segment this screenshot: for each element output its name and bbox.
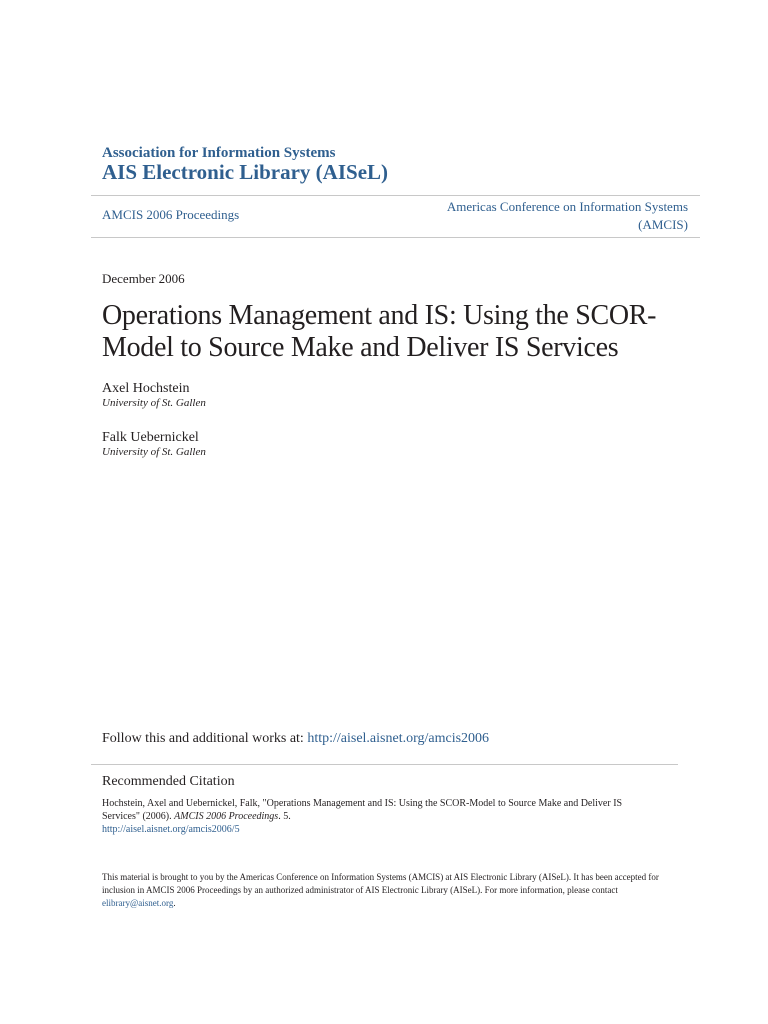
paper-title: Operations Management and IS: Using the SCOR-Model to Source Make and Deliver IS Services	[102, 300, 657, 363]
publication-date: December 2006	[102, 271, 185, 286]
conference-link-line2: (AMCIS)	[638, 217, 688, 232]
header-divider-bottom	[91, 237, 700, 238]
recommended-citation-heading: Recommended Citation	[102, 774, 235, 789]
contact-email-link[interactable]: elibrary@aisnet.org	[102, 898, 174, 908]
footer-end: .	[173, 898, 176, 908]
author-block-1	[102, 381, 206, 409]
header-divider-top	[91, 195, 700, 196]
author-name: Axel Hochstein	[102, 381, 190, 396]
follow-line	[102, 731, 489, 747]
author-block-2	[102, 430, 206, 458]
conference-link[interactable]	[388, 198, 688, 234]
footer-notice	[102, 871, 677, 910]
citation-number: . 5.	[278, 811, 291, 822]
conference-link-line1: Americas Conference on Information Systems	[446, 199, 688, 214]
citation-url-link[interactable]: http://aisel.aisnet.org/amcis2006/5	[102, 824, 240, 835]
proceedings-link[interactable]: AMCIS 2006 Proceedings	[102, 207, 240, 222]
footer-text: This material is brought to you by the Americas Conference on Information Systems (AMCIS) at AIS Electronic Library (AISeL). It has been accepted for inclusion in AMCIS 2006 Proceedings by an authorized administrator of AIS Electronic Library (AISeL). For more information, please contact	[102, 872, 659, 895]
citation-main: Hochstein, Axel and Uebernickel, Falk, "Operations Management and IS: Using the SCOR-Model to Source Make and Deliver IS Services" (2006).	[102, 798, 623, 822]
citation-divider	[91, 764, 678, 765]
author-affiliation: University of St. Gallen	[102, 446, 206, 458]
citation-proceedings: AMCIS 2006 Proceedings	[174, 811, 279, 822]
library-name[interactable]: AIS Electronic Library (AISeL)	[102, 160, 389, 184]
author-name: Falk Uebernickel	[102, 430, 199, 445]
association-name[interactable]: Association for Information Systems	[102, 145, 336, 161]
citation-text	[102, 797, 662, 836]
author-affiliation: University of St. Gallen	[102, 397, 206, 409]
follow-text: Follow this and additional works at:	[102, 731, 304, 746]
collection-url-link[interactable]: http://aisel.aisnet.org/amcis2006	[307, 731, 490, 746]
